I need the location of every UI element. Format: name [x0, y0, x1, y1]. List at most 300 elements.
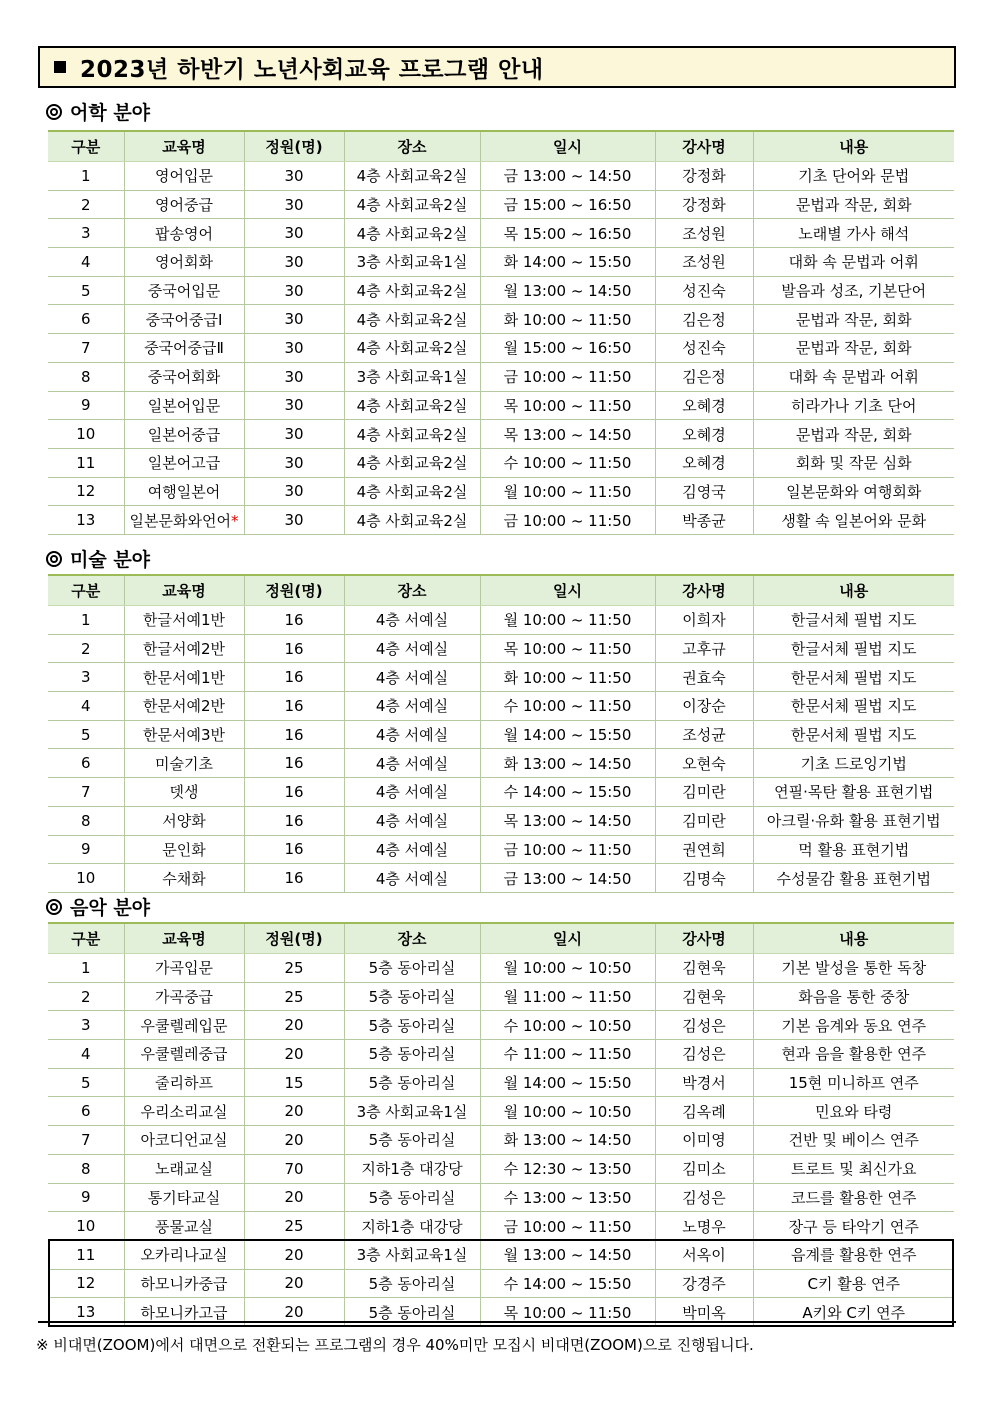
- course-name-cell: [124, 1183, 244, 1212]
- section-heading-art: 미술 분야: [46, 545, 150, 572]
- location: 5층 동아리실: [368, 1016, 456, 1035]
- schedule-cell: [480, 663, 655, 692]
- schedule: 목 10:00 ~ 11:50: [503, 640, 632, 659]
- location-cell: [344, 806, 480, 835]
- row-number-cell: [48, 420, 124, 449]
- capacity-cell: [244, 1183, 344, 1212]
- content: 화음을 통한 중창: [798, 988, 910, 1007]
- course-name-cell: [124, 1269, 244, 1298]
- capacity: 30: [284, 453, 304, 472]
- row-number-cell: [48, 305, 124, 334]
- course-name: 일본어입문: [147, 396, 221, 415]
- schedule: 화 10:00 ~ 11:50: [503, 310, 632, 329]
- capacity-cell: [244, 1040, 344, 1069]
- content-cell: [753, 835, 954, 864]
- location-cell: [344, 954, 480, 983]
- capacity: 25: [284, 987, 304, 1006]
- location-cell: [344, 305, 480, 334]
- content-cell: [753, 749, 954, 778]
- column-header: 구분: [48, 575, 124, 606]
- course-name: 영어회화: [155, 253, 213, 272]
- table-row: [48, 1040, 954, 1069]
- table-row: [48, 835, 954, 864]
- row-number: 5: [80, 725, 91, 744]
- schedule: 수 14:00 ~ 15:50: [503, 1274, 632, 1293]
- capacity-cell: [244, 1154, 344, 1183]
- course-name: 중국어입문: [147, 282, 221, 301]
- course-name: 미술기초: [155, 754, 213, 773]
- course-name: 가곡중급: [155, 988, 213, 1007]
- instructor-cell: [655, 663, 753, 692]
- instructor-cell: [655, 477, 753, 506]
- course-name-cell: [124, 1040, 244, 1069]
- location-cell: [344, 219, 480, 248]
- row-number-cell: [48, 692, 124, 721]
- content: 기본 발성을 통한 독창: [781, 959, 927, 978]
- location: 4층 서예실: [375, 726, 449, 745]
- location: 4층 사회교육2실: [356, 454, 468, 473]
- content: 노래별 가사 해석: [798, 224, 910, 243]
- course-name: 한문서예1반: [143, 668, 225, 687]
- instructor: 이희자: [682, 611, 726, 630]
- course-name-cell: [124, 720, 244, 749]
- row-number: 4: [80, 1044, 91, 1063]
- schedule: 수 11:00 ~ 11:50: [503, 1045, 632, 1064]
- content: 연필·목탄 활용 표현기법: [774, 783, 934, 802]
- schedule-cell: [480, 1040, 655, 1069]
- instructor: 강경주: [682, 1274, 726, 1293]
- instructor-cell: [655, 276, 753, 305]
- location: 4층 사회교육2실: [356, 339, 468, 358]
- schedule: 화 10:00 ~ 11:50: [503, 668, 632, 687]
- location: 5층 동아리실: [368, 959, 456, 978]
- table-row: [48, 1097, 954, 1126]
- instructor-cell: [655, 1154, 753, 1183]
- location-cell: [344, 276, 480, 305]
- row-number-cell: [48, 720, 124, 749]
- content-cell: [753, 1097, 954, 1126]
- square-bullet-icon: [54, 61, 66, 73]
- table-row: [48, 477, 954, 506]
- content: 현과 음을 활용한 연주: [781, 1045, 927, 1064]
- row-number-cell: [48, 1240, 124, 1269]
- capacity: 20: [284, 1016, 304, 1035]
- course-name: 팝송영어: [155, 224, 213, 243]
- instructor: 오혜경: [682, 425, 726, 444]
- capacity-cell: [244, 954, 344, 983]
- content-cell: [753, 162, 954, 191]
- course-name-cell: [124, 506, 244, 535]
- location-cell: [344, 1011, 480, 1040]
- capacity-cell: [244, 190, 344, 219]
- schedule: 월 15:00 ~ 16:50: [503, 339, 632, 358]
- instructor: 성진숙: [682, 282, 726, 301]
- row-number: 2: [80, 195, 91, 214]
- capacity-cell: [244, 1269, 344, 1298]
- capacity-cell: [244, 305, 344, 334]
- content: 문법과 작문, 회화: [795, 425, 912, 444]
- capacity: 30: [284, 310, 304, 329]
- column-header: 일시: [480, 575, 655, 606]
- row-number: 11: [76, 1245, 96, 1264]
- capacity: 30: [284, 367, 304, 386]
- row-number: 3: [80, 668, 91, 687]
- schedule: 월 10:00 ~ 10:50: [503, 1102, 632, 1121]
- table-row: [48, 982, 954, 1011]
- schedule-cell: [480, 477, 655, 506]
- instructor: 김은정: [682, 368, 726, 387]
- schedule-cell: [480, 1011, 655, 1040]
- table-row: [48, 1011, 954, 1040]
- location: 3층 사회교육1실: [356, 1246, 468, 1265]
- row-number-cell: [48, 1212, 124, 1241]
- table-row: [48, 506, 954, 535]
- content-cell: [753, 420, 954, 449]
- course-name-cell: [124, 864, 244, 893]
- instructor-cell: [655, 362, 753, 391]
- capacity-cell: [244, 448, 344, 477]
- schedule-cell: [480, 219, 655, 248]
- course-name-cell: [124, 835, 244, 864]
- instructor: 김성은: [682, 1016, 726, 1035]
- row-number: 1: [80, 166, 91, 185]
- row-number-cell: [48, 1097, 124, 1126]
- content-cell: [753, 778, 954, 807]
- column-header: 강사명: [655, 131, 753, 162]
- row-number: 5: [80, 1073, 91, 1092]
- instructor: 김명숙: [682, 869, 726, 888]
- content-cell: [753, 477, 954, 506]
- row-number: 10: [76, 425, 96, 444]
- schedule-cell: [480, 248, 655, 277]
- location-cell: [344, 1212, 480, 1241]
- instructor-cell: [655, 835, 753, 864]
- course-name-cell: [124, 1126, 244, 1155]
- course-name-cell: [124, 219, 244, 248]
- instructor: 강정화: [682, 196, 726, 215]
- column-header: 일시: [480, 131, 655, 162]
- capacity: 16: [284, 782, 304, 801]
- content-cell: [753, 506, 954, 535]
- schedule: 목 10:00 ~ 11:50: [503, 1303, 632, 1322]
- row-number-cell: [48, 190, 124, 219]
- location: 4층 서예실: [375, 640, 449, 659]
- capacity: 20: [284, 1245, 304, 1264]
- content: 15현 미니하프 연주: [788, 1074, 919, 1093]
- course-name-cell: [124, 420, 244, 449]
- schedule-cell: [480, 1183, 655, 1212]
- location-cell: [344, 634, 480, 663]
- course-name: 문인화: [162, 840, 206, 859]
- location: 4층 사회교육2실: [356, 282, 468, 301]
- table-row: [48, 1154, 954, 1183]
- content: 음계를 활용한 연주: [791, 1246, 917, 1265]
- capacity: 20: [284, 1188, 304, 1207]
- location-cell: [344, 835, 480, 864]
- instructor: 강정화: [682, 167, 726, 186]
- capacity-cell: [244, 1126, 344, 1155]
- location: 4층 서예실: [375, 668, 449, 687]
- course-name: 수채화: [162, 869, 206, 888]
- capacity-cell: [244, 477, 344, 506]
- location: 4층 사회교육2실: [356, 511, 468, 530]
- table-row: [48, 663, 954, 692]
- course-name-cell: [124, 692, 244, 721]
- table-row: [48, 864, 954, 893]
- location-cell: [344, 606, 480, 635]
- capacity-cell: [244, 778, 344, 807]
- course-name-cell: [124, 954, 244, 983]
- course-name: 아코디언교실: [140, 1131, 228, 1150]
- row-number: 13: [76, 511, 96, 530]
- capacity-cell: [244, 506, 344, 535]
- content: 민요와 타령: [815, 1102, 893, 1121]
- row-number: 11: [76, 453, 96, 472]
- instructor-cell: [655, 305, 753, 334]
- instructor-cell: [655, 864, 753, 893]
- instructor-cell: [655, 391, 753, 420]
- schedule: 월 10:00 ~ 10:50: [503, 959, 632, 978]
- table-row: [48, 334, 954, 363]
- instructor: 김현욱: [682, 988, 726, 1007]
- star-mark: *: [230, 511, 239, 530]
- schedule-cell: [480, 162, 655, 191]
- content: 한문서체 필법 지도: [791, 726, 917, 745]
- row-number-cell: [48, 334, 124, 363]
- course-name-cell: [124, 248, 244, 277]
- table-row: [48, 1068, 954, 1097]
- row-number-cell: [48, 606, 124, 635]
- row-number-cell: [48, 276, 124, 305]
- location-cell: [344, 1154, 480, 1183]
- content: 기초 드로잉기법: [800, 754, 907, 773]
- content: A키와 C키 연주: [802, 1303, 906, 1322]
- content: 코드를 활용한 연주: [791, 1188, 917, 1207]
- content: 생활 속 일본어와 문화: [781, 511, 927, 530]
- schedule-cell: [480, 391, 655, 420]
- content-cell: [753, 864, 954, 893]
- course-name-cell: [124, 749, 244, 778]
- column-header: 구분: [48, 923, 124, 954]
- capacity: 30: [284, 252, 304, 271]
- row-number-cell: [48, 162, 124, 191]
- course-name: 중국어회화: [147, 368, 221, 387]
- capacity-cell: [244, 219, 344, 248]
- instructor: 조성원: [682, 224, 726, 243]
- schedule-cell: [480, 1240, 655, 1269]
- header-row: [48, 575, 954, 606]
- course-name-cell: [124, 362, 244, 391]
- capacity: 30: [284, 425, 304, 444]
- capacity-cell: [244, 864, 344, 893]
- capacity: 16: [284, 668, 304, 687]
- instructor: 김영국: [682, 482, 726, 501]
- schedule: 목 10:00 ~ 11:50: [503, 396, 632, 415]
- location: 5층 동아리실: [368, 1303, 456, 1322]
- schedule: 월 10:00 ~ 11:50: [503, 611, 632, 630]
- schedule-cell: [480, 1068, 655, 1097]
- table-row: [48, 606, 954, 635]
- capacity-cell: [244, 1212, 344, 1241]
- location: 4층 서예실: [375, 812, 449, 831]
- row-number-cell: [48, 806, 124, 835]
- instructor-cell: [655, 806, 753, 835]
- course-name-cell: [124, 448, 244, 477]
- location-cell: [344, 362, 480, 391]
- content-cell: [753, 1212, 954, 1241]
- row-number: 9: [80, 396, 91, 415]
- content: 회화 및 작문 심화: [795, 454, 912, 473]
- instructor-cell: [655, 334, 753, 363]
- location-cell: [344, 982, 480, 1011]
- instructor-cell: [655, 1126, 753, 1155]
- instructor: 오혜경: [682, 454, 726, 473]
- table-row: [48, 778, 954, 807]
- course-name: 한글서예2반: [143, 640, 225, 659]
- schedule: 금 13:00 ~ 14:50: [503, 869, 632, 888]
- content-cell: [753, 1040, 954, 1069]
- row-number: 12: [76, 482, 96, 501]
- course-name-cell: [124, 606, 244, 635]
- schedule-cell: [480, 749, 655, 778]
- row-number: 9: [80, 840, 91, 859]
- capacity: 20: [284, 1274, 304, 1293]
- content: 한문서체 필법 지도: [791, 668, 917, 687]
- content: 히라가나 기초 단어: [791, 396, 917, 415]
- location-cell: [344, 1040, 480, 1069]
- instructor-cell: [655, 1269, 753, 1298]
- schedule: 화 14:00 ~ 15:50: [503, 253, 632, 272]
- row-number-cell: [48, 1011, 124, 1040]
- column-header: 일시: [480, 923, 655, 954]
- column-header: 내용: [753, 575, 954, 606]
- music-table: [48, 922, 954, 1327]
- schedule-cell: [480, 190, 655, 219]
- instructor: 노명우: [682, 1217, 726, 1236]
- row-number: 1: [80, 610, 91, 629]
- capacity-cell: [244, 835, 344, 864]
- content-cell: [753, 334, 954, 363]
- table-row: [48, 1126, 954, 1155]
- row-number: 10: [76, 869, 96, 888]
- location-cell: [344, 190, 480, 219]
- content: 한문서체 필법 지도: [791, 697, 917, 716]
- content-cell: [753, 448, 954, 477]
- row-number: 6: [80, 754, 91, 773]
- content: 건반 및 베이스 연주: [788, 1131, 919, 1150]
- content-cell: [753, 362, 954, 391]
- row-number: 5: [80, 281, 91, 300]
- row-number-cell: [48, 864, 124, 893]
- instructor: 서옥이: [682, 1246, 726, 1265]
- schedule-cell: [480, 276, 655, 305]
- row-number: 8: [80, 811, 91, 830]
- course-name: 우쿨렐레입문: [140, 1016, 228, 1035]
- content: C키 활용 연주: [807, 1274, 900, 1293]
- capacity: 30: [284, 338, 304, 357]
- location: 3층 사회교육1실: [356, 368, 468, 387]
- course-name: 하모니카고급: [140, 1303, 228, 1322]
- location-cell: [344, 391, 480, 420]
- instructor: 김성은: [682, 1045, 726, 1064]
- content-cell: [753, 954, 954, 983]
- course-name-cell: [124, 162, 244, 191]
- location-cell: [344, 334, 480, 363]
- instructor: 김은정: [682, 310, 726, 329]
- row-number: 12: [76, 1274, 96, 1293]
- capacity: 30: [284, 195, 304, 214]
- table-row: [48, 362, 954, 391]
- content-cell: [753, 1068, 954, 1097]
- course-name: 풍물교실: [155, 1217, 213, 1236]
- capacity-cell: [244, 1011, 344, 1040]
- course-name-cell: [124, 391, 244, 420]
- instructor-cell: [655, 692, 753, 721]
- row-number: 2: [80, 987, 91, 1006]
- schedule-cell: [480, 778, 655, 807]
- instructor: 박종균: [682, 511, 726, 530]
- course-name: 뎃생: [169, 783, 199, 802]
- location: 5층 동아리실: [368, 1188, 456, 1207]
- schedule: 화 13:00 ~ 14:50: [503, 1131, 632, 1150]
- content: 대화 속 문법과 어휘: [788, 368, 919, 387]
- location-cell: [344, 720, 480, 749]
- schedule: 수 10:00 ~ 11:50: [503, 454, 632, 473]
- location-cell: [344, 248, 480, 277]
- location-cell: [344, 162, 480, 191]
- capacity: 16: [284, 840, 304, 859]
- row-number: 3: [80, 224, 91, 243]
- location-cell: [344, 1097, 480, 1126]
- schedule: 수 10:00 ~ 10:50: [503, 1016, 632, 1035]
- section-heading-music: 음악 분야: [46, 893, 150, 920]
- row-number-cell: [48, 1154, 124, 1183]
- table-row: [48, 720, 954, 749]
- instructor: 오현숙: [682, 754, 726, 773]
- table-row: [48, 162, 954, 191]
- instructor: 김미란: [682, 783, 726, 802]
- schedule: 수 14:00 ~ 15:50: [503, 783, 632, 802]
- language-table: [48, 130, 954, 535]
- schedule-cell: [480, 1126, 655, 1155]
- schedule: 목 15:00 ~ 16:50: [503, 224, 632, 243]
- content-cell: [753, 982, 954, 1011]
- column-header: 장소: [344, 131, 480, 162]
- content-cell: [753, 276, 954, 305]
- instructor: 조성균: [682, 726, 726, 745]
- capacity-cell: [244, 391, 344, 420]
- row-number-cell: [48, 1269, 124, 1298]
- location-cell: [344, 749, 480, 778]
- double-circle-icon: [46, 899, 62, 915]
- instructor: 고후규: [682, 640, 726, 659]
- column-header: 내용: [753, 923, 954, 954]
- capacity: 30: [284, 482, 304, 501]
- row-number-cell: [48, 778, 124, 807]
- content: 먹 활용 표현기법: [798, 840, 910, 859]
- table-row: [48, 1212, 954, 1241]
- content: 문법과 작문, 회화: [795, 339, 912, 358]
- table-row: [48, 634, 954, 663]
- course-name-cell: [124, 477, 244, 506]
- course-name: 중국어중급Ⅰ: [145, 310, 223, 329]
- location: 5층 동아리실: [368, 1274, 456, 1293]
- course-name: 우쿨렐레중급: [140, 1045, 228, 1064]
- capacity: 16: [284, 610, 304, 629]
- column-header: 내용: [753, 131, 954, 162]
- location-cell: [344, 1183, 480, 1212]
- content: 아크릴·유화 활용 표현기법: [766, 812, 941, 831]
